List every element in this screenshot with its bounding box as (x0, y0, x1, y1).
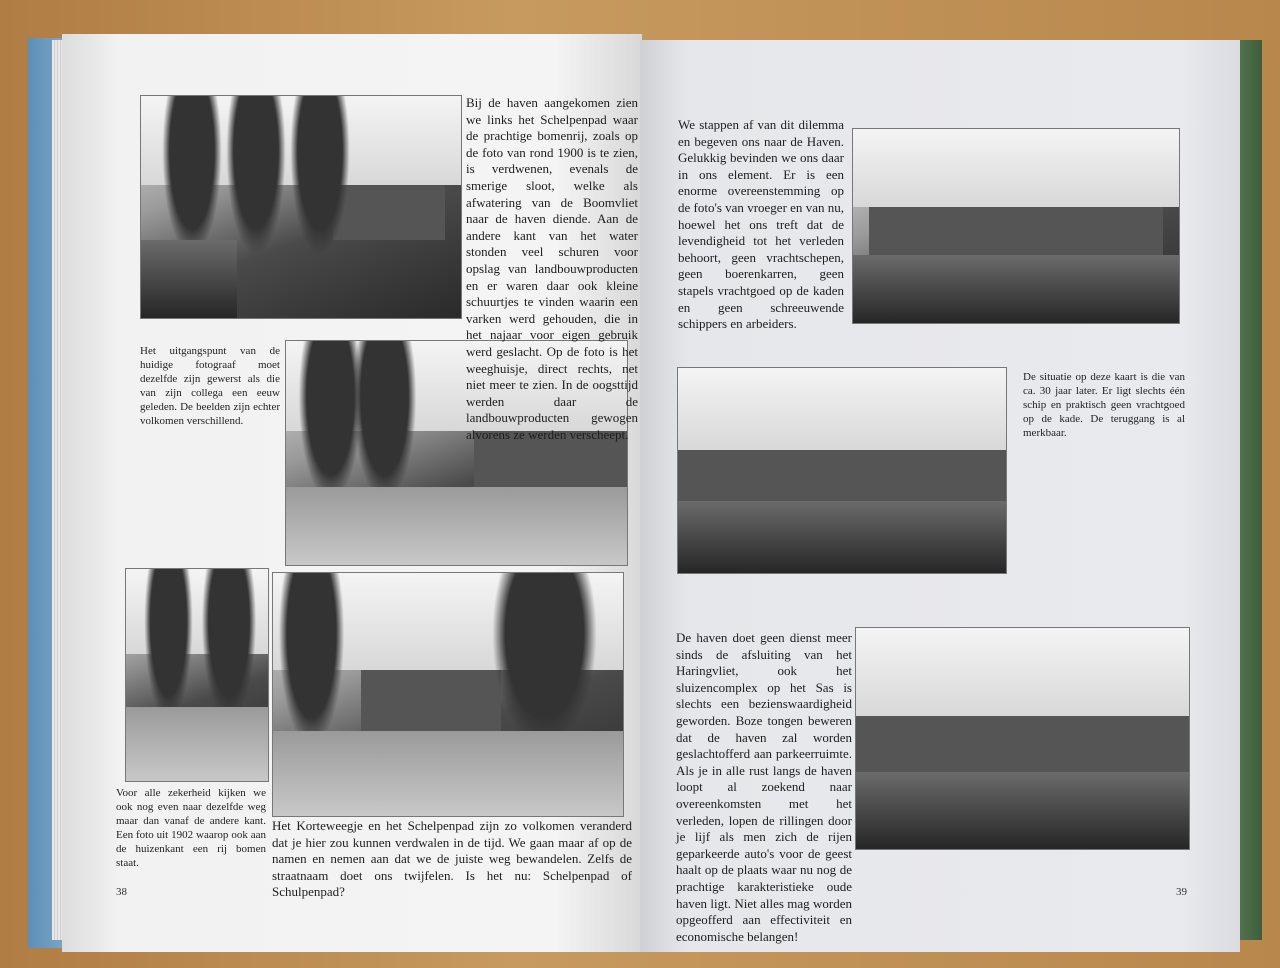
page-number-right: 39 (1176, 886, 1187, 898)
text-no-service: De haven doet geen dienst meer sinds de afsluiting van het Haringvliet, ook het sluizencomplex op het Sas is slechts een bezienswaardigheid geworden. Boze tongen beweren dat de haven zal worden geslachtofferd aan parkeerruimte. Als je in alle rust langs de haven loopt al zoekend naar overeenkomsten met het verleden, lopen de rillingen door je lijf als men zich de rijen geparkeerde auto's voor de geest haalt op de plaats waar nu nog de prachtige karakteristieke oude haven ligt. Niet alles mag worden opgeofferd aan effectiviteit en economische belangen! (676, 630, 852, 944)
caption-other-side: Voor alle zekerheid kijken we ook nog even naar dezelfde weg maar dan vanaf de andere kant. Een foto uit 1902 waarop ook aan de huizenkant een rij bomen staat. (116, 787, 266, 869)
caption-30-years-later: De situatie op deze kaart is die van ca. 30 jaar later. Er ligt slechts één schip en praktisch geen vrachtgoed op de kade. De teruggang is al merkbaar. (1023, 371, 1185, 439)
text-harbor-arrival: Bij de haven aangekomen zien we links het Schelpenpad waar de prachtige bomenrij, zoals op de foto van rond 1900 is te zien, is verdwenen, evenals de smerige sloot, welke als afwatering van de Boomvliet naar de haven diende. Aan de andere kant van het water stonden veel schuren voor opslag van landbouwproducten en er waren daar ook kleine schuurtjes te vinden waarin een varken werd gehouden, die in het najaar voor eigen gebruik werd geslacht. Op de foto is het weeghuisje, direct rechts, net niet meer te zien. In de oogsttijd werden daar de landbouwproducten gewogen alvorens ze werden verscheept. (466, 95, 638, 442)
photo-road-other-side (272, 572, 624, 817)
photo-schelpenpad-1900 (140, 95, 462, 319)
photo-road-1902 (125, 568, 269, 782)
photo-harbor-old (852, 128, 1180, 324)
photo-harbor-30-years-later (677, 367, 1007, 574)
text-korteweegje: Het Korteweegje en het Schelpenpad zijn zo volkomen veranderd dat je hier zou kunnen verdwalen in de tijd. We gaan maar af op de namen en nemen aan dat we de juiste weg bewandelen. Zelfs de straatnaam doet ons twijfelen. Is het nu: Schelpenpad of Schulpenpad? (272, 818, 632, 900)
photo-harbor-today (855, 627, 1190, 850)
page-number-left: 38 (116, 886, 127, 898)
text-dilemma: We stappen af van dit dilemma en begeven ons naar de Haven. Gelukkig bevinden we ons daar in ons element. Er is een enorme overeenstemming op de foto's van vroeger en van nu, hoewel het ons treft dat de levendigheid tot het verleden behoort, geen vrachtschepen, geen boerenkarren, geen stapels vrachtgoed op de kaden en geen schreeuwende schippers en arbeiders. (678, 117, 844, 332)
caption-photographer: Het uitgangspunt van de huidige fotograaf moet dezelfde zijn gewerst als die van zijn collega een eeuw geleden. De beelden zijn echter volkomen verschillend. (140, 345, 280, 427)
